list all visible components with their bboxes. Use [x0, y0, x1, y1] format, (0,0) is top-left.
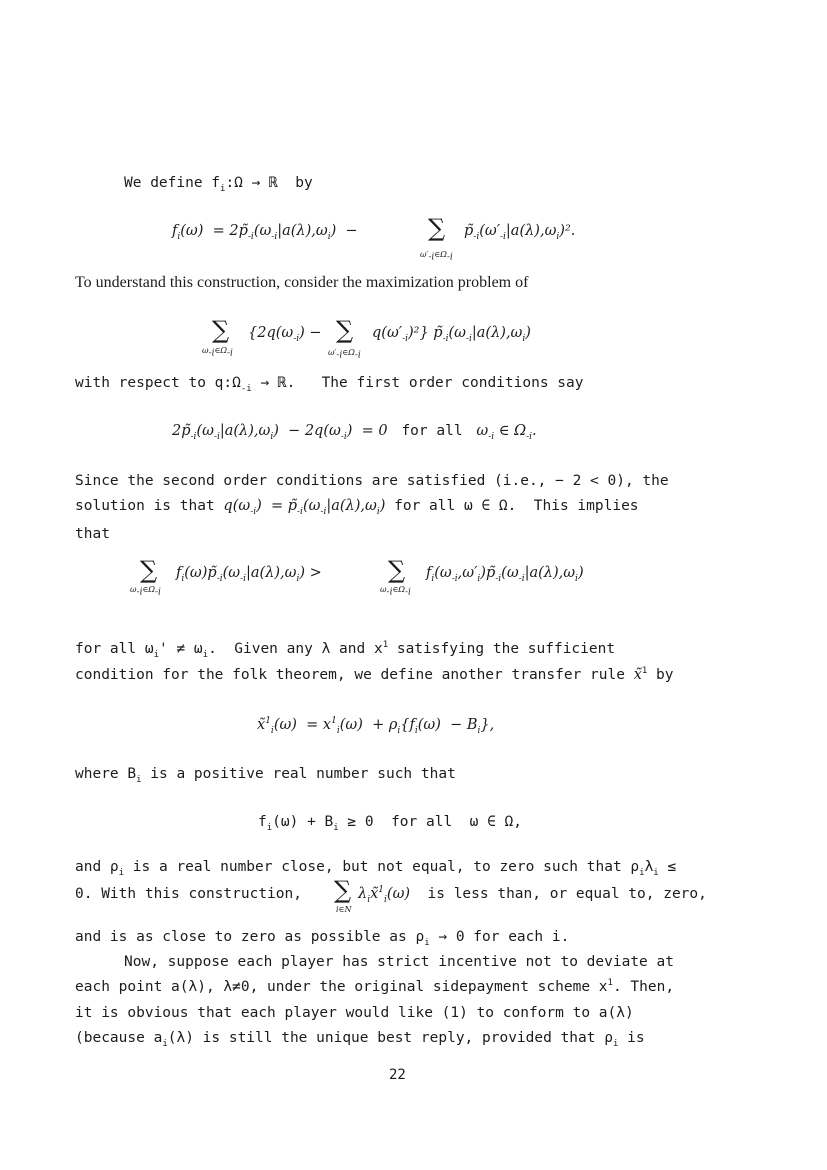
sum-subscript: $\omega_{-i}\in\Omega_{-i}$ — [130, 585, 161, 598]
sum-subscript: $\omega_{-i}\in\Omega_{-i}$ — [380, 585, 411, 598]
text-line-10: and $\rho_i$ is a real number close, but not equal, to zero such that $\rho_i\lambda_i$ ≤ — [75, 859, 677, 878]
sum-subscript: $\omega_{-i}\in\Omega_{-i}$ — [202, 346, 233, 359]
sum-symbol: ∑ — [212, 316, 230, 344]
page-number: 22 — [389, 1067, 406, 1083]
text-line-11-end: $\lambda_ix̃^1_i(\omega)$ is less than, or equal to, zero, — [358, 885, 707, 905]
equation-incentive-rhs: $f_i(\omega_{-i},\omega'_i)p̃_{-i}(\omega_{-i}|a(\lambda),\omega_i)$ — [426, 565, 584, 584]
equation-bound: $f_i(\omega) + B_i \ge 0$ for all ω ∈ Ω, — [258, 814, 523, 833]
text-line-8: condition for the folk theorem, we define another transfer rule x̃$^1$ by — [75, 666, 674, 683]
text-line-6: that — [75, 526, 110, 542]
sum-symbol: ∑ — [334, 876, 352, 904]
text-line-11-start: 0. With this construction, — [75, 886, 302, 902]
sum-subscript: $\omega'_{-i}\in\Omega_{-i}$ — [420, 250, 453, 263]
sum-symbol: ∑ — [336, 316, 354, 344]
equation-transfer-rule: x̃$^1_i$(ω) = $x^1_i(\omega) + \rho_i\{f_i(\omega) - B_i\}$, — [257, 716, 495, 736]
text-line-4: Since the second order conditions are satisfied (i.e., − 2 < 0), the — [75, 473, 669, 489]
text-line-1: We define $f_i:\Omega$ → ℝ by — [124, 175, 313, 194]
equation-f-definition-rhs: $p̃_{-i}(\omega'_{-i}|a(\lambda),\omega_i)^2$. — [464, 223, 576, 242]
sum-symbol: ∑ — [140, 556, 158, 584]
text-line-16: (because $a_i(\lambda)$ is still the unique best reply, provided that $\rho_i$ is — [75, 1030, 645, 1049]
text-line-7: for all $\omega_i' \ne \omega_i$. Given any λ and $x^1$ satisfying the sufficient — [75, 640, 616, 660]
text-line-12: and is as close to zero as possible as $\rho_i \to 0$ for each i. — [75, 929, 570, 948]
text-line-15: it is obvious that each player would like (1) to conform to a(λ) — [75, 1005, 634, 1021]
sum-subscript: i∈N — [336, 905, 352, 914]
equation-maximization: {$2q(\omega_{-i})$ − — [248, 325, 322, 344]
text-line-13: Now, suppose each player has strict incentive not to deviate at — [124, 954, 674, 970]
text-line-3: with respect to $q:\Omega_{-i}$ → ℝ. The first order conditions say — [75, 375, 584, 394]
text-line-9: where $B_i$ is a positive real number such that — [75, 766, 456, 785]
equation-maximization-rhs: $q(\omega'_{-i})^2$} $p̃_{-i}(\omega_{-i}|a(\lambda),\omega_i)$ — [372, 325, 531, 344]
text-line-14: each point a(λ), λ≠0, under the original sidepayment scheme $x^1$. Then, — [75, 978, 675, 995]
equation-first-order-condition: $2p̃_{-i}(\omega_{-i}|a(\lambda),\omega_i) - 2q(\omega_{-i}) = 0$ for all $\omega_{-i}$ ∈ $\Omega_{-i}$. — [172, 423, 537, 442]
sum-symbol: ∑ — [388, 556, 406, 584]
text-line-2: To understand this construction, consider the maximization problem of — [75, 274, 529, 291]
text-line-5: solution is that $q(\omega_{-i})$ = $p̃_{-i}(\omega_{-i}|a(\lambda),\omega_i)$ for all ω ∈ Ω. This implies — [75, 498, 639, 517]
equation-incentive-lhs: $f_i(\omega)p̃_{-i}(\omega_{-i}|a(\lambda),\omega_i)$ > — [176, 565, 322, 584]
sum-subscript: $\omega'_{-i}\in\Omega_{-i}$ — [328, 348, 361, 361]
sum-symbol: ∑ — [428, 214, 446, 242]
equation-f-definition: $f_i(\omega)$ = $2p̃_{-i}(\omega_{-i}|a(\lambda),\omega_i)$ − — [172, 223, 358, 242]
